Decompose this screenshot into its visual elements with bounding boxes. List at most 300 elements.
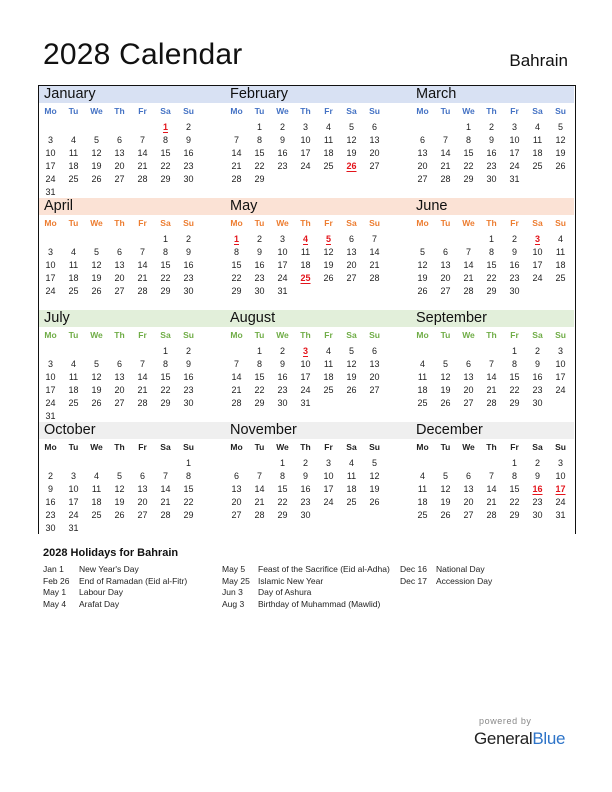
empty-cell — [39, 233, 62, 246]
day-cell: 17 — [300, 148, 311, 158]
weekday-label: Sa — [532, 442, 543, 452]
day-cell: 19 — [440, 497, 451, 507]
day-cell: 18 — [91, 497, 102, 507]
day-cell: 10 — [555, 359, 566, 369]
month-name: December — [411, 422, 574, 439]
day-cell: 8 — [162, 359, 168, 369]
empty-cell — [108, 457, 131, 470]
weekday-label: Fr — [324, 106, 333, 116]
day-cell: 20 — [463, 497, 474, 507]
holiday-name: Accession Day — [436, 575, 493, 586]
week-row — [39, 147, 200, 160]
weekday-label: Tu — [440, 442, 451, 452]
day-cell: 14 — [254, 484, 265, 494]
day-cell: 11 — [532, 135, 543, 145]
day-cell: 28 — [486, 510, 497, 520]
day-cell: 20 — [417, 161, 428, 171]
month-may — [225, 198, 411, 310]
day-cell: 27 — [137, 510, 148, 520]
day-cell: 23 — [486, 161, 497, 171]
weekday-label: Tu — [68, 330, 79, 340]
day-cell: 11 — [300, 247, 311, 257]
weekday-label: Sa — [160, 330, 171, 340]
day-cell: 27 — [231, 510, 242, 520]
month-february — [225, 86, 411, 198]
empty-cell — [131, 121, 154, 134]
empty-cell — [154, 522, 177, 535]
week-row — [411, 384, 572, 397]
day-cell: 15 — [509, 372, 520, 382]
empty-cell — [317, 173, 340, 186]
holiday-date: Aug 3 — [222, 598, 245, 609]
day-cell: 2 — [488, 122, 494, 132]
day-cell: 29 — [486, 286, 497, 296]
day-cell: 10 — [509, 135, 520, 145]
day-cell: 11 — [68, 372, 79, 382]
day-cell: 31 — [300, 398, 311, 408]
month-name: November — [225, 422, 411, 439]
day-cell: 7 — [139, 359, 145, 369]
holiday-column — [400, 564, 520, 587]
weekday-label: Th — [114, 106, 125, 116]
day-cell: 26 — [91, 398, 102, 408]
day-cell: 6 — [233, 471, 239, 481]
weekday-label: Th — [300, 330, 311, 340]
day-cell: 14 — [463, 260, 474, 270]
day-cell: 17 — [45, 385, 56, 395]
day-cell: 21 — [231, 385, 242, 395]
day-cell: 5 — [348, 122, 354, 132]
day-cell: 29 — [231, 286, 242, 296]
holiday-day: 3 — [534, 234, 540, 244]
day-cell: 11 — [68, 148, 79, 158]
day-cell: 19 — [346, 372, 357, 382]
day-cell: 28 — [231, 174, 242, 184]
day-cell: 14 — [440, 148, 451, 158]
day-cell: 20 — [346, 260, 357, 270]
day-cell: 21 — [231, 161, 242, 171]
country-label: Bahrain — [509, 51, 568, 70]
brand-general: General — [474, 729, 533, 748]
empty-cell — [248, 457, 271, 470]
day-cell: 26 — [440, 398, 451, 408]
week-row — [225, 358, 386, 371]
day-cell: 23 — [183, 161, 194, 171]
holiday-day: 26 — [346, 161, 357, 171]
day-cell: 5 — [419, 247, 425, 257]
weekday-label: Th — [114, 330, 125, 340]
weekday-label: Su — [183, 442, 194, 452]
day-cell: 12 — [114, 484, 125, 494]
day-cell: 18 — [417, 385, 428, 395]
day-cell: 26 — [91, 286, 102, 296]
weekday-label: We — [462, 218, 475, 228]
weekday-label: Su — [555, 442, 566, 452]
week-row — [411, 285, 572, 298]
day-cell: 30 — [183, 398, 194, 408]
weekday-label: Mo — [230, 330, 243, 340]
week-row — [39, 285, 200, 298]
day-cell: 9 — [256, 247, 262, 257]
day-cell: 4 — [348, 458, 354, 468]
day-cell: 3 — [511, 122, 517, 132]
day-cell: 5 — [93, 247, 99, 257]
day-cell: 27 — [114, 174, 125, 184]
weekday-label: Fr — [138, 442, 147, 452]
day-cell: 24 — [277, 273, 288, 283]
day-cell: 6 — [348, 234, 354, 244]
day-cell: 6 — [116, 135, 122, 145]
day-cell: 16 — [486, 148, 497, 158]
weekday-header — [411, 330, 572, 340]
day-cell: 22 — [509, 497, 520, 507]
day-cell: 3 — [279, 234, 285, 244]
day-cell: 5 — [93, 359, 99, 369]
day-cell: 7 — [162, 471, 168, 481]
empty-cell — [62, 233, 85, 246]
day-cell: 12 — [440, 484, 451, 494]
day-cell: 21 — [137, 273, 148, 283]
weekday-label: We — [462, 330, 475, 340]
weekday-header — [39, 330, 200, 340]
empty-cell — [411, 457, 434, 470]
day-cell: 9 — [488, 135, 494, 145]
empty-cell — [340, 285, 363, 298]
day-cell: 24 — [45, 174, 56, 184]
day-cell: 19 — [555, 148, 566, 158]
week-row — [411, 272, 572, 285]
holiday-date: Dec 16 — [400, 564, 427, 574]
day-cell: 18 — [68, 385, 79, 395]
day-cell: 25 — [68, 286, 79, 296]
week-row — [225, 371, 386, 384]
day-cell: 18 — [300, 260, 311, 270]
day-cell: 4 — [325, 122, 331, 132]
day-cell: 15 — [254, 372, 265, 382]
holiday-day: 1 — [162, 122, 168, 132]
week-row — [411, 371, 572, 384]
weekday-label: Mo — [44, 442, 57, 452]
weekday-label: We — [462, 442, 475, 452]
week-row — [225, 147, 386, 160]
day-cell: 29 — [254, 174, 265, 184]
brand-logo[interactable] — [474, 729, 565, 749]
weekday-label: Fr — [138, 106, 147, 116]
holiday-item — [43, 576, 213, 588]
empty-cell — [85, 457, 108, 470]
day-cell: 19 — [91, 161, 102, 171]
day-cell: 7 — [465, 247, 471, 257]
day-cell: 24 — [555, 385, 566, 395]
weekday-label: We — [90, 106, 103, 116]
day-cell: 19 — [369, 484, 380, 494]
day-cell: 1 — [511, 458, 517, 468]
day-cell: 15 — [463, 148, 474, 158]
month-name: February — [225, 86, 411, 103]
day-cell: 9 — [185, 247, 191, 257]
day-cell: 5 — [116, 471, 122, 481]
empty-cell — [411, 233, 434, 246]
day-cell: 2 — [534, 458, 540, 468]
day-cell: 23 — [277, 161, 288, 171]
week-row — [39, 470, 200, 483]
weekday-label: Sa — [160, 218, 171, 228]
weekday-label: Th — [114, 442, 125, 452]
weekday-label: Su — [555, 106, 566, 116]
day-cell: 12 — [91, 260, 102, 270]
day-cell: 27 — [114, 398, 125, 408]
holiday-item — [222, 587, 392, 599]
day-cell: 25 — [555, 273, 566, 283]
day-cell: 3 — [70, 471, 76, 481]
empty-cell — [317, 285, 340, 298]
day-cell: 11 — [417, 484, 428, 494]
day-cell: 5 — [442, 471, 448, 481]
weekday-label: Tu — [254, 330, 265, 340]
day-cell: 23 — [300, 497, 311, 507]
day-cell: 7 — [488, 471, 494, 481]
month-november — [225, 422, 411, 534]
day-cell: 25 — [346, 497, 357, 507]
day-cell: 5 — [348, 346, 354, 356]
day-cell: 11 — [68, 260, 79, 270]
empty-cell — [225, 345, 248, 358]
month-name: September — [411, 310, 574, 327]
holiday-day: 4 — [302, 234, 308, 244]
week-row — [411, 457, 572, 470]
holiday-date: May 25 — [222, 575, 250, 586]
weekday-label: Mo — [230, 442, 243, 452]
day-cell: 7 — [233, 359, 239, 369]
weekday-label: Mo — [44, 218, 57, 228]
holiday-day: 16 — [532, 484, 543, 494]
day-cell: 14 — [137, 260, 148, 270]
week-row — [39, 457, 200, 470]
month-january — [39, 86, 225, 198]
day-cell: 11 — [91, 484, 102, 494]
day-cell: 5 — [371, 458, 377, 468]
day-cell: 22 — [231, 273, 242, 283]
week-row — [39, 384, 200, 397]
day-cell: 29 — [183, 510, 194, 520]
weekday-label: Sa — [346, 218, 357, 228]
day-cell: 11 — [417, 372, 428, 382]
day-cell: 18 — [323, 372, 334, 382]
day-cell: 23 — [45, 510, 56, 520]
day-cell: 8 — [162, 135, 168, 145]
empty-cell — [225, 121, 248, 134]
month-september — [411, 310, 597, 422]
day-cell: 30 — [509, 286, 520, 296]
weekday-label: Su — [555, 218, 566, 228]
day-cell: 4 — [93, 471, 99, 481]
day-cell: 28 — [369, 273, 380, 283]
week-row — [225, 345, 386, 358]
day-cell: 4 — [419, 471, 425, 481]
empty-cell — [549, 397, 572, 410]
weekday-header — [411, 106, 572, 116]
day-cell: 23 — [183, 385, 194, 395]
day-cell: 13 — [114, 148, 125, 158]
day-cell: 23 — [509, 273, 520, 283]
day-cell: 19 — [114, 497, 125, 507]
day-cell: 9 — [511, 247, 517, 257]
day-cell: 27 — [463, 510, 474, 520]
empty-cell — [526, 285, 549, 298]
day-cell: 19 — [346, 148, 357, 158]
day-cell: 18 — [346, 484, 357, 494]
day-cell: 19 — [91, 273, 102, 283]
holiday-day: 25 — [300, 273, 311, 283]
empty-cell — [434, 345, 457, 358]
weekday-label: Su — [183, 106, 194, 116]
day-cell: 1 — [465, 122, 471, 132]
empty-cell — [317, 397, 340, 410]
day-cell: 10 — [45, 372, 56, 382]
empty-cell — [108, 121, 131, 134]
day-cell: 13 — [440, 260, 451, 270]
day-cell: 11 — [323, 135, 334, 145]
day-cell: 7 — [139, 135, 145, 145]
page-title: 2028 Calendar — [43, 38, 243, 71]
day-cell: 22 — [160, 385, 171, 395]
empty-cell — [85, 121, 108, 134]
day-cell: 10 — [300, 135, 311, 145]
weekday-label: We — [462, 106, 475, 116]
empty-cell — [62, 345, 85, 358]
day-cell: 23 — [183, 273, 194, 283]
month-name: January — [39, 86, 225, 103]
weekday-label: Tu — [440, 218, 451, 228]
week-row — [411, 509, 572, 522]
day-cell: 4 — [419, 359, 425, 369]
day-cell: 12 — [417, 260, 428, 270]
week-row — [39, 233, 200, 246]
empty-cell — [340, 397, 363, 410]
holiday-item — [43, 564, 213, 576]
day-cell: 30 — [254, 286, 265, 296]
powered-by-label: powered by — [479, 716, 532, 726]
weekday-label: Mo — [44, 106, 57, 116]
week-row — [411, 173, 572, 186]
day-cell: 1 — [279, 458, 285, 468]
empty-cell — [108, 522, 131, 535]
day-cell: 20 — [440, 273, 451, 283]
empty-cell — [363, 173, 386, 186]
weekday-label: Mo — [44, 330, 57, 340]
empty-cell — [480, 345, 503, 358]
week-row — [225, 285, 386, 298]
week-row — [225, 272, 386, 285]
day-cell: 18 — [68, 161, 79, 171]
day-cell: 28 — [254, 510, 265, 520]
day-cell: 30 — [532, 510, 543, 520]
day-cell: 9 — [534, 471, 540, 481]
day-cell: 10 — [277, 247, 288, 257]
weekday-label: Th — [486, 442, 497, 452]
day-cell: 20 — [137, 497, 148, 507]
day-cell: 13 — [369, 135, 380, 145]
day-cell: 29 — [254, 398, 265, 408]
month-name: May — [225, 198, 411, 215]
weekday-label: Su — [183, 218, 194, 228]
day-cell: 13 — [114, 372, 125, 382]
empty-cell — [317, 509, 340, 522]
empty-cell — [294, 285, 317, 298]
day-cell: 25 — [68, 174, 79, 184]
empty-cell — [177, 522, 200, 535]
day-cell: 4 — [325, 346, 331, 356]
empty-cell — [225, 457, 248, 470]
empty-cell — [62, 457, 85, 470]
day-cell: 8 — [256, 359, 262, 369]
day-cell: 30 — [532, 398, 543, 408]
holiday-day: 17 — [555, 484, 566, 494]
week-row — [225, 496, 386, 509]
brand-blue: Blue — [532, 729, 566, 748]
day-cell: 17 — [323, 484, 334, 494]
day-cell: 1 — [511, 346, 517, 356]
day-cell: 7 — [139, 247, 145, 257]
day-cell: 30 — [486, 174, 497, 184]
weekday-label: Su — [369, 330, 380, 340]
day-cell: 27 — [114, 286, 125, 296]
empty-cell — [131, 522, 154, 535]
weekday-label: We — [90, 442, 103, 452]
holiday-date: May 4 — [43, 598, 67, 609]
weekday-label: Tu — [68, 218, 79, 228]
empty-cell — [457, 345, 480, 358]
day-cell: 25 — [532, 161, 543, 171]
day-cell: 17 — [532, 260, 543, 270]
day-cell: 29 — [160, 398, 171, 408]
week-row — [225, 509, 386, 522]
holiday-name: New Year's Day — [79, 564, 139, 574]
day-cell: 8 — [256, 135, 262, 145]
empty-cell — [457, 457, 480, 470]
day-cell: 10 — [532, 247, 543, 257]
weekday-label: Sa — [346, 330, 357, 340]
day-cell: 3 — [557, 458, 563, 468]
day-cell: 20 — [114, 385, 125, 395]
day-cell: 15 — [231, 260, 242, 270]
day-cell: 24 — [68, 510, 79, 520]
empty-cell — [154, 457, 177, 470]
day-cell: 16 — [509, 260, 520, 270]
day-cell: 29 — [277, 510, 288, 520]
empty-cell — [340, 173, 363, 186]
week-row — [225, 397, 386, 410]
holiday-name: End of Ramadan (Eid al-Fitr) — [79, 575, 188, 586]
day-cell: 10 — [323, 471, 334, 481]
week-row — [39, 397, 200, 410]
day-cell: 5 — [442, 359, 448, 369]
day-cell: 12 — [346, 359, 357, 369]
empty-cell — [39, 457, 62, 470]
day-cell: 8 — [511, 471, 517, 481]
weekday-label: Fr — [138, 218, 147, 228]
day-cell: 15 — [160, 260, 171, 270]
day-cell: 1 — [488, 234, 494, 244]
week-row — [225, 173, 386, 186]
day-cell: 28 — [486, 398, 497, 408]
weekday-label: Sa — [532, 106, 543, 116]
day-cell: 2 — [185, 122, 191, 132]
day-cell: 29 — [509, 398, 520, 408]
day-cell: 3 — [47, 359, 53, 369]
weekday-label: Tu — [254, 442, 265, 452]
weekday-label: Tu — [254, 106, 265, 116]
